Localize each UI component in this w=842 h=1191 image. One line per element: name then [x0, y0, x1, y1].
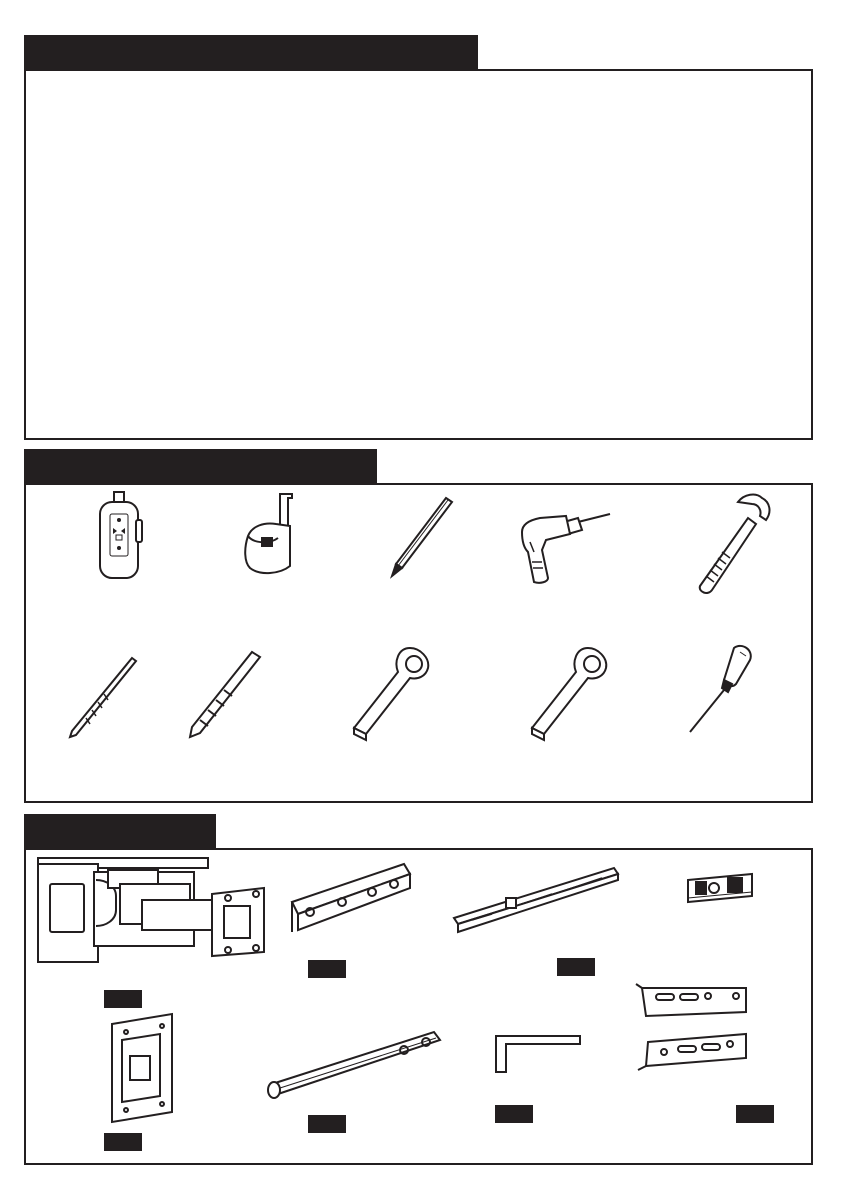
part-tag-hex-key — [495, 1105, 533, 1123]
part-tag-adapter-brackets — [736, 1105, 774, 1123]
section-header-parts — [24, 814, 216, 848]
power-drill-icon — [516, 506, 612, 586]
section-header-notes — [24, 35, 478, 69]
part-tag-bracket-plate — [104, 1133, 142, 1151]
vesa-extension-rail — [452, 866, 620, 946]
part-tag-arm-bar — [308, 1115, 346, 1133]
swing-arm-assembly — [36, 854, 270, 970]
drill-bit-large-icon — [186, 650, 266, 740]
socket-wrench-icon-2 — [516, 644, 612, 744]
timer-icon — [96, 490, 146, 582]
pencil-icon — [386, 494, 456, 578]
hex-key — [490, 1030, 584, 1078]
adapter-brackets — [634, 980, 754, 1088]
notes-box — [24, 69, 813, 440]
tape-measure-icon — [240, 490, 300, 580]
part-tag-vesa-rail — [557, 958, 595, 976]
part-tag-swing-arm — [104, 990, 142, 1008]
wall-rail — [288, 862, 412, 942]
hammer-icon — [694, 492, 778, 596]
socket-wrench-icon — [338, 644, 434, 744]
screwdriver-icon — [684, 642, 760, 738]
long-arm-bar — [264, 1026, 442, 1102]
section-header-tools — [24, 449, 377, 483]
drill-bit-small-icon — [66, 654, 140, 740]
tv-bracket-plate — [100, 1010, 182, 1126]
bubble-level — [684, 870, 758, 904]
part-tag-wall-rail — [308, 960, 346, 978]
